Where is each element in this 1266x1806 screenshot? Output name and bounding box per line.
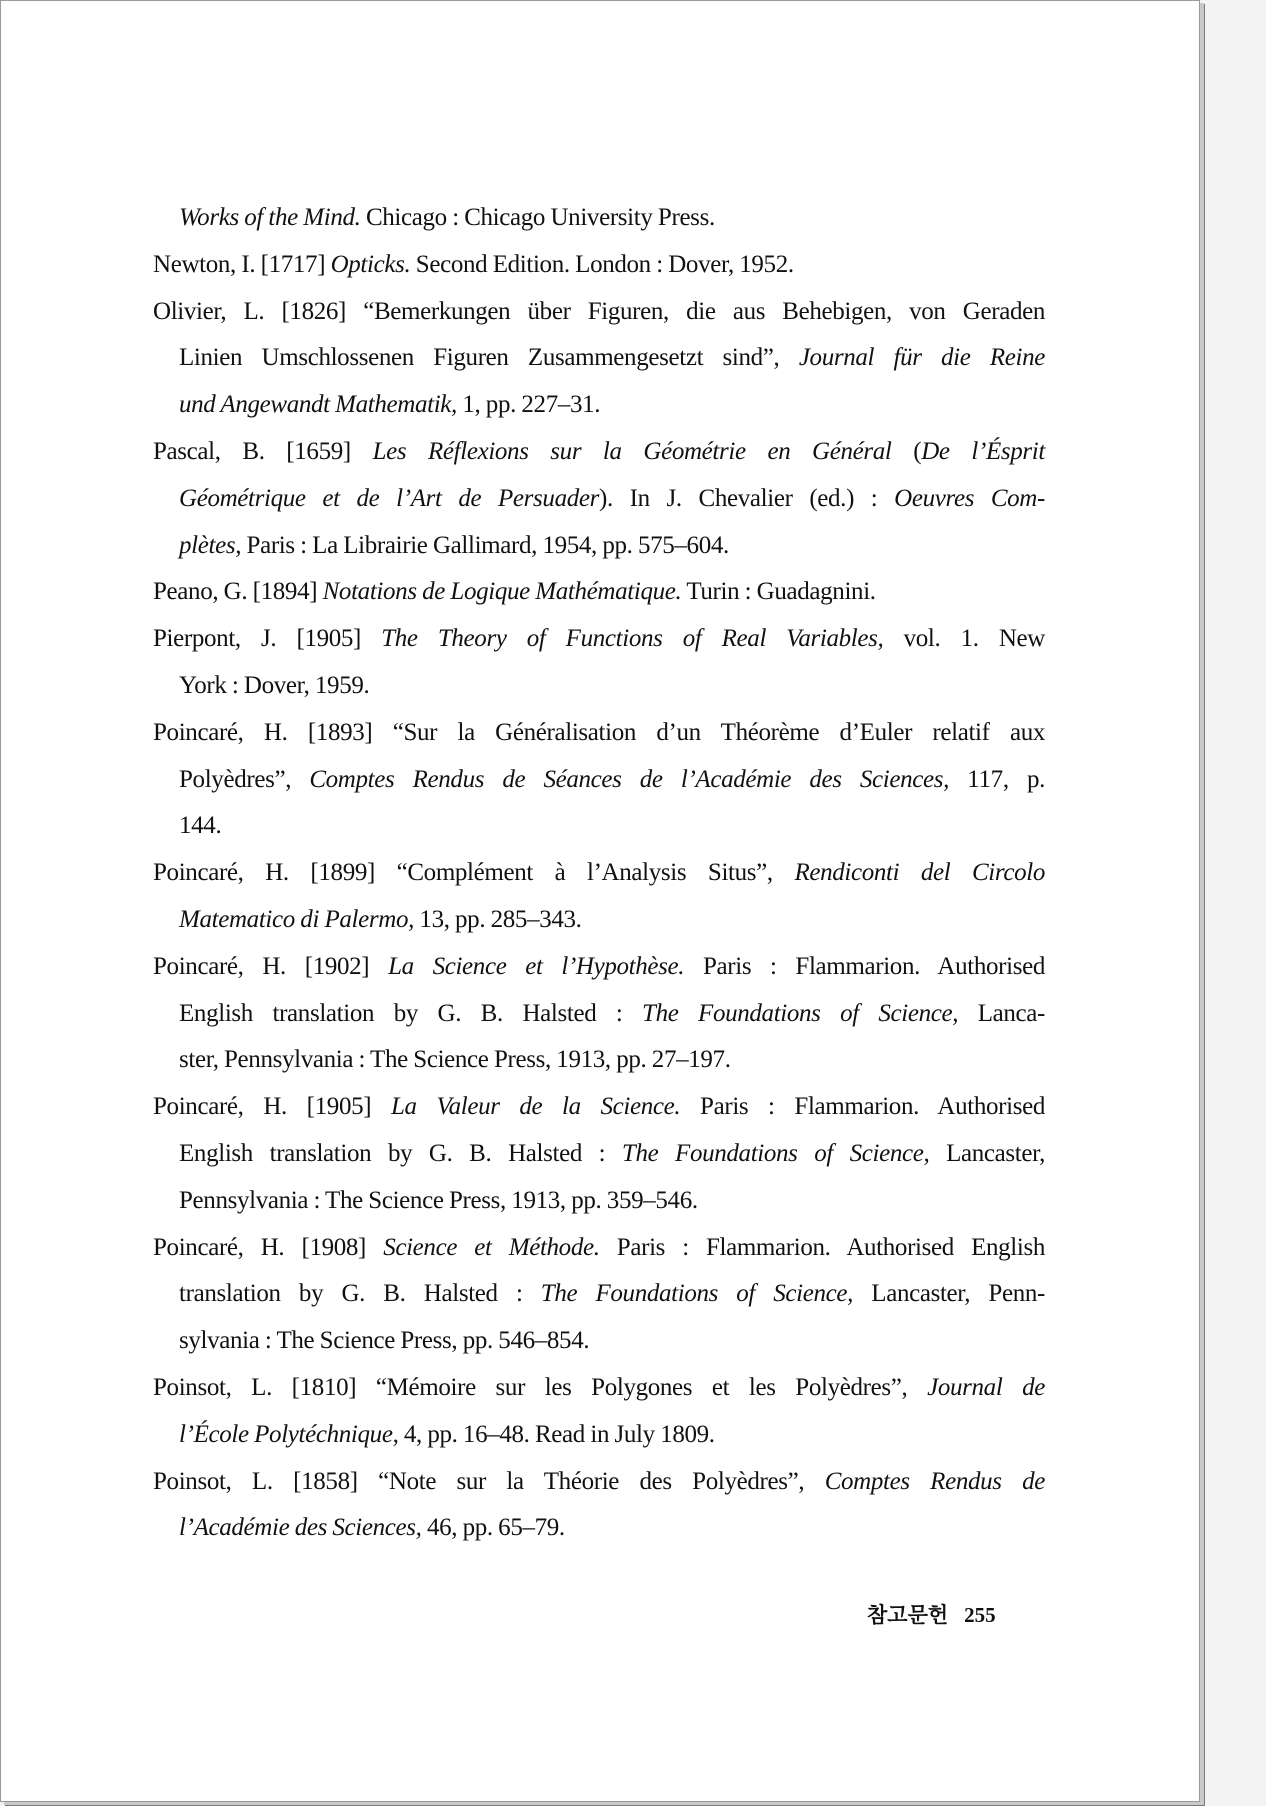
reference-entry [153,1225,1045,1365]
reference-line [153,1225,1045,1272]
reference-text: ( [891,437,922,465]
reference-entry [153,1365,1045,1459]
italic-title: l’Académie des Sciences, [179,1514,422,1542]
reference-line [153,289,1045,336]
reference-line [179,897,1045,944]
reference-text: Poinsot, L. [1858] “Note sur la Théorie des Polyèdres”, [153,1467,825,1495]
reference-line [179,1318,1045,1365]
reference-line [179,1505,1045,1552]
italic-title: Rendiconti del Circolo [794,859,1045,887]
reference-text: 13, pp. 285–343. [414,905,582,933]
reference-text: Paris : Flammarion. Authorised [684,952,1046,980]
reference-text: Poincaré, H. [1905] [153,1093,391,1121]
reference-text: Poincaré, H. [1902] [153,952,389,980]
reference-line [179,803,1045,850]
reference-text: Chicago : Chicago University Press. [360,204,715,231]
reference-text: Peano, G. [1894] [153,578,323,606]
italic-title: The Foundations of Science, [621,1139,930,1167]
reference-line [179,195,1045,242]
reference-text: 4, pp. 16–48. Read in July 1809. [398,1420,715,1448]
italic-title: Géométrique et de l’Art de Persuader [179,484,600,512]
reference-entry [153,429,1045,569]
reference-line [179,663,1045,710]
reference-text: York : Dover, 1959. [179,671,370,699]
reference-text: Pierpont, J. [1905] [153,625,382,653]
italic-title: l’École Polytéchnique, [179,1420,399,1448]
reference-entry [153,616,1045,710]
reference-text: English translation by G. B. Halsted : [179,999,643,1027]
reference-text: translation by G. B. Halsted : [179,1280,541,1308]
italic-title: The Foundations of Science, [642,999,959,1027]
page-number: 255 [964,1603,996,1627]
reference-entry [153,242,1045,289]
reference-entry [153,710,1045,850]
reference-line [153,850,1045,897]
italic-title: De l’Ésprit [921,437,1045,465]
reference-text: 117, p. [949,765,1045,793]
reference-line [179,1037,1045,1084]
reference-line [179,335,1045,382]
reference-text: ster, Pennsylvania : The Science Press, 1913, pp. 27–197. [179,1046,731,1074]
reference-line [153,429,1045,476]
reference-text: Poincaré, H. [1908] [153,1233,384,1261]
reference-text: English translation by G. B. Halsted : [179,1139,622,1167]
reference-text: Pennsylvania : The Science Press, 1913, pp. 359–546. [179,1186,698,1214]
reference-text: Pascal, B. [1659] [153,437,373,465]
reference-text: 46, pp. 65–79. [421,1514,565,1542]
reference-text: Paris : La Librairie Gallimard, 1954, pp. 575–604. [241,531,729,559]
reference-text: Lancaster, [929,1139,1045,1167]
reference-entry [153,1084,1045,1224]
reference-line [179,1131,1045,1178]
reference-text: ). In J. Chevalier (ed.) : [599,484,895,512]
reference-line [153,569,1045,616]
italic-title: Science et Méthode. [383,1233,600,1261]
reference-text: Paris : Flammarion. Authorised [680,1093,1045,1121]
reference-text: Poinsot, L. [1810] “Mémoire sur les Polygones et les Polyèdres”, [153,1373,928,1401]
reference-line [179,757,1045,804]
reference-line [153,1084,1045,1131]
reference-line [153,616,1045,663]
reference-line [179,476,1045,523]
reference-line [153,1365,1045,1412]
reference-entry [153,289,1045,429]
reference-entry [153,569,1045,616]
italic-title: La Science et l’Hypothèse. [388,952,685,980]
italic-title: The Theory of Functions of Real Variables, [381,625,884,653]
reference-entry [153,850,1045,944]
italic-title: und Angewandt Mathematik, [179,391,457,419]
reference-text: 1, pp. 227–31. [456,391,601,419]
reference-list [153,195,1045,1552]
reference-text: sylvania : The Science Press, pp. 546–854. [179,1327,590,1355]
reference-line [179,382,1045,429]
reference-line [179,991,1045,1038]
italic-title: Comptes Rendus de [824,1467,1046,1495]
reference-line [153,1459,1045,1506]
reference-entry [153,195,1045,242]
italic-title: Les Réflexions sur la Géométrie en Général [372,437,892,465]
reference-entry [153,1459,1045,1553]
reference-line [179,1271,1045,1318]
reference-text: vol. 1. New [883,625,1045,653]
italic-title: Journal für die Reine [798,344,1045,372]
italic-title: plètes, [179,531,242,559]
reference-text: Poincaré, H. [1899] “Complément à l’Analysis Situs”, [153,859,795,887]
reference-text: Poincaré, H. [1893] “Sur la Généralisation d’un Théorème d’Euler relatif aux [153,718,1045,746]
reference-line [179,1412,1045,1459]
reference-text: Lanca- [958,999,1045,1027]
reference-line [153,944,1045,991]
running-footer-section: 참고문헌 [867,1603,949,1627]
reference-line [153,710,1045,757]
italic-title: Matematico di Palermo, [179,905,415,933]
italic-title: The Foundations of Science, [540,1280,854,1308]
italic-title: Comptes Rendus de Séances de l’Académie des Sciences, [309,765,950,793]
reference-text: Polyèdres”, [179,765,310,793]
reference-entry [153,944,1045,1084]
reference-text: Second Edition. London : Dover, 1952. [410,250,794,278]
page-footer [867,1599,996,1629]
reference-line [179,523,1045,570]
italic-title: Works of the Mind. [179,204,361,231]
reference-text: 144. [179,812,222,840]
reference-text: Newton, I. [1717] [153,250,331,278]
italic-title: Opticks. [330,250,411,278]
italic-title: Oeuvres Com- [894,484,1045,512]
reference-text: Olivier, L. [1826] “Bemerkungen über Figuren, die aus Behebigen, von Geraden [153,297,1045,325]
italic-title: La Valeur de la Science. [390,1093,681,1121]
italic-title: Notations de Logique Mathématique. [322,578,682,606]
reference-text: Linien Umschlossenen Figuren Zusammengesetzt sind”, [179,344,799,372]
reference-text: Paris : Flammarion. Authorised English [599,1233,1046,1261]
reference-line [153,242,1045,289]
italic-title: Journal de [927,1373,1046,1401]
reference-text: Lancaster, Penn- [853,1280,1045,1308]
reference-line [179,1178,1045,1225]
reference-text: Turin : Guadagnini. [681,578,876,606]
